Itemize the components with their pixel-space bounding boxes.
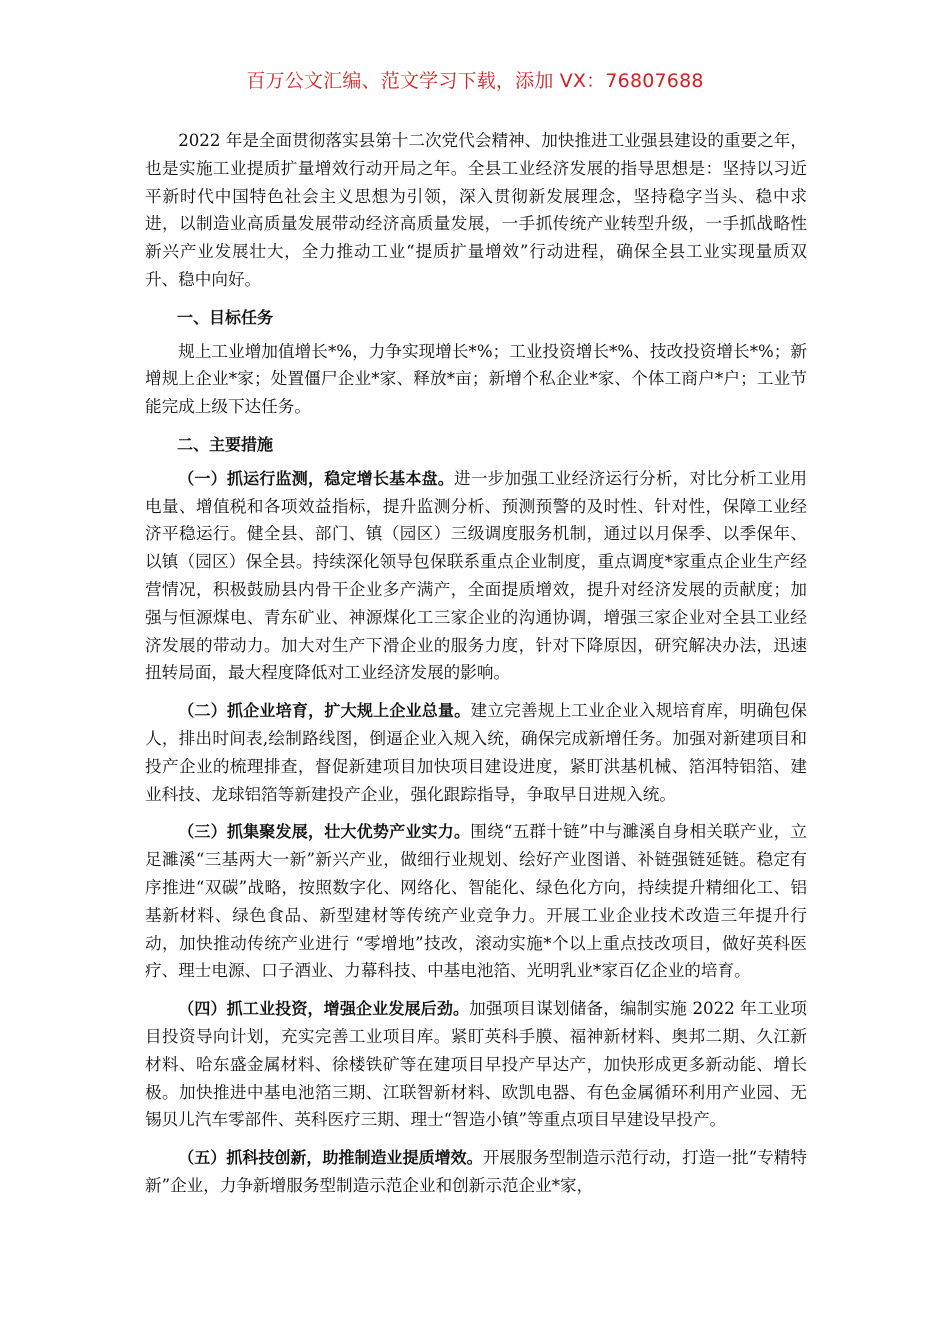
measure-paragraph-2 xyxy=(145,697,807,808)
measure-text-3: 围绕“五群十链”中与濉溪自身相关联产业，立足濉溪“三基两大一新”新兴产业，做细行业规划、绘好产业图谱、补链强链延链。稳定有序推进“双碳”战略，按照数字化、网络化、智能化、绿色化方向，持续提升精细化工、铝基新材料、绿色食品、新型建材等传统产业竞争力。开展工业企业技术改造三年提升行动，加快推动传统产业进行 “零增地”技改，滚动实施*个以上重点技改项目，做好英科医疗、理士电源、口子酒业、力幕科技、中基电池箔、光明乳业*家百亿企业的培育。 xyxy=(145,822,807,981)
intro-paragraph: 2022 年是全面贯彻落实县第十二次党代会精神、加快推进工业强县建设的重要之年，也是实施工业提质扩量增效行动开局之年。全县工业经济发展的指导思想是：坚持以习近平新时代中国特色社会主义思想为引领，深入贯彻新发展理念，坚持稳字当头、稳中求进，以制造业高质量发展带动经济高质量发展，一手抓传统产业转型升级，一手抓战略性新兴产业发展壮大，全力推动工业“提质扩量增效”行动进程，确保全县工业实现量质双升、稳中向好。 xyxy=(145,131,807,289)
measure-paragraph-5 xyxy=(145,1144,807,1200)
measure-lead-3: （三）抓集聚发展，壮大优势产业实力。 xyxy=(178,822,471,842)
targets-paragraph: 规上工业增加值增长*%，力争实现增长*%；工业投资增长*%、技改投资增长*%；新增规上企业*家；处置僵尸企业*家、释放*亩；新增个私企业*家、个体工商户*户；工业节能完成上级下达任务。 xyxy=(145,341,807,417)
measure-paragraph-1 xyxy=(145,465,807,687)
measure-text-5: 开展服务型制造示范行动，打造一批“专精特新”企业，力争新增服务型制造示范企业和创新示范企业*家， xyxy=(145,1148,807,1195)
measure-lead-4: （四）抓工业投资，增强企业发展后劲。 xyxy=(178,999,470,1019)
measure-paragraph-3 xyxy=(145,818,807,985)
measure-text-1: 进一步加强工业经济运行分析，对比分析工业用电量、增值税和各项效益指标，提升监测分析、预测预警的及时性、针对性，保障工业经济平稳运行。健全县、部门、镇（园区）三级调度服务机制，通过以月保季、以季保年、以镇（园区）保全县。持续深化领导包保联系重点企业制度，重点调度*家重点企业生产经营情况，积极鼓励县内骨干企业多产满产，全面提质增效，提升对经济发展的贡献度；加强与恒源煤电、青东矿业、神源煤化工三家企业的沟通协调，增强三家企业对全县工业经济发展的带动力。加大对生产下滑企业的服务力度，针对下降原因，研究解决办法，迅速扭转局面，最大程度降低对工业经济发展的影响。 xyxy=(145,468,807,683)
measure-lead-5: （五）抓科技创新，助推制造业提质增效。 xyxy=(178,1148,483,1168)
section-heading-measures: 二、主要措施 xyxy=(177,434,274,454)
section-heading-targets: 一、目标任务 xyxy=(177,307,274,327)
measure-paragraph-4 xyxy=(145,995,807,1134)
measure-lead-1: （一）抓运行监测，稳定增长基本盘。 xyxy=(178,468,455,488)
measure-text-2: 建立完善规上工业企业入规培育库，明确包保人，排出时间表,绘制路线图，倒逼企业入规入统，确保完成新增任务。加强对新建项目和投产企业的梳理排查，督促新建项目加快项目建设进度，紧盯洪基机械、箔洱特铝箔、建业科技、龙球铝箔等新建投产企业，强化跟踪指导，争取早日进规入统。 xyxy=(145,701,807,804)
watermark-banner: 百万公文汇编、范文学习下载，添加 VX：76807688 xyxy=(246,70,704,92)
measure-text-4: 加强项目谋划储备，编制实施 2022 年工业项目投资导向计划，充实完善工业项目库。紧盯英科手膜、福神新材料、奥邦二期、久江新材料、哈东盛金属材料、徐楼铁矿等在建项目早投产早达产，加快形成更多新动能、增长极。加快推进中基电池箔三期、江联智新材料、欧凯电器、有色金属循环利用产业园、无锡贝儿汽车零部件、英科医疗三期、理士“智造小镇”等重点项目早建设早投产。 xyxy=(145,999,807,1130)
document-body xyxy=(145,127,807,1206)
measure-lead-2: （二）抓企业培育，扩大规上企业总量。 xyxy=(178,701,471,721)
